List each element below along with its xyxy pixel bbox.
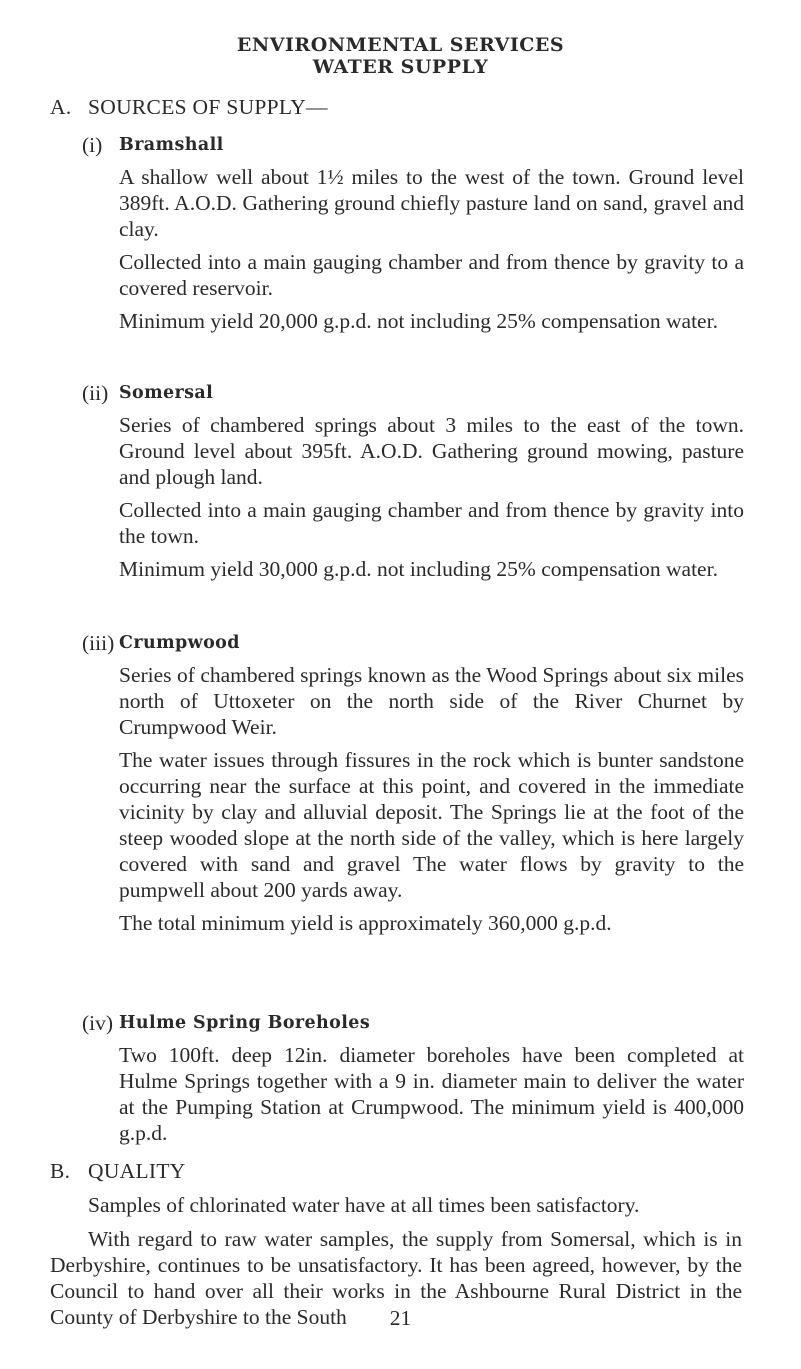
page-title: ENVIRONMENTAL SERVICES [236, 34, 565, 56]
item-paragraph: Minimum yield 30,000 g.p.d. not including 25% compensation water. [119, 557, 718, 581]
item-paragraph: The water issues through fissures in the rock which is bunter sandstone occurring near the surface at this point, and covered in the immediate vicinity by clay and alluvial deposit. The Springs lie at the foot of the steep wooded slope at the north side of the valley, which is here largely covered with sand and gravel The water flows by gravity to the pumpwell about 200 yards away. [119, 748, 744, 902]
item-paragraph: A shallow well about 1½ miles to the west of the town. Ground level 389ft. A.O.D. Gathering ground chiefly pasture land on sand, gravel and clay. [119, 165, 744, 241]
section-b-title: QUALITY [88, 1159, 186, 1183]
section-a-heading [50, 94, 328, 120]
item-name: Hulme Spring Boreholes [119, 1013, 371, 1033]
item-name: Bramshall [119, 135, 224, 155]
item-paragraph: Minimum yield 20,000 g.p.d. not including 25% compensation water. [119, 309, 718, 333]
item-number: (ii) [82, 381, 109, 405]
page-number: 21 [389, 1306, 412, 1330]
item-paragraph: Series of chambered springs known as the Wood Springs about six miles north of Uttoxeter on the north side of the River Churnet by Crumpwood Weir. [119, 663, 744, 739]
section-b-label: B. [50, 1159, 71, 1183]
quality-paragraph: With regard to raw water samples, the supply from Somersal, which is in Derbyshire, continues to be unsatisfactory. It has been agreed, however, by the Council to hand over all their works in the Ashbourne Rural District in the County of Derbyshire to the South [50, 1227, 742, 1329]
item-paragraph: Collected into a main gauging chamber and from thence by gravity into the town. [119, 498, 744, 548]
section-b-heading [50, 1158, 186, 1184]
item-name: Crumpwood [119, 633, 240, 653]
item-number: (i) [82, 133, 103, 157]
section-a-title: SOURCES OF SUPPLY— [88, 95, 328, 119]
item-paragraph: Series of chambered springs about 3 miles to the east of the town. Ground level about 395ft. A.O.D. Gathering ground mowing, pasture and plough land. [119, 413, 744, 489]
item-number: (iii) [82, 631, 115, 655]
section-a-label: A. [50, 95, 72, 119]
page-subtitle: WATER SUPPLY [312, 56, 489, 78]
item-number: (iv) [82, 1011, 114, 1035]
item-paragraph: The total minimum yield is approximately 360,000 g.p.d. [119, 911, 612, 935]
quality-paragraph: Samples of chlorinated water have at all times been satisfactory. [88, 1193, 640, 1217]
item-name: Somersal [119, 383, 214, 403]
item-paragraph: Two 100ft. deep 12in. diameter boreholes have been completed at Hulme Springs together with a 9 in. diameter main to deliver the water at the Pumping Station at Crumpwood. The minimum yield is 400,000 g.p.d. [119, 1043, 744, 1145]
item-paragraph: Collected into a main gauging chamber and from thence by gravity to a covered reservoir. [119, 250, 744, 300]
